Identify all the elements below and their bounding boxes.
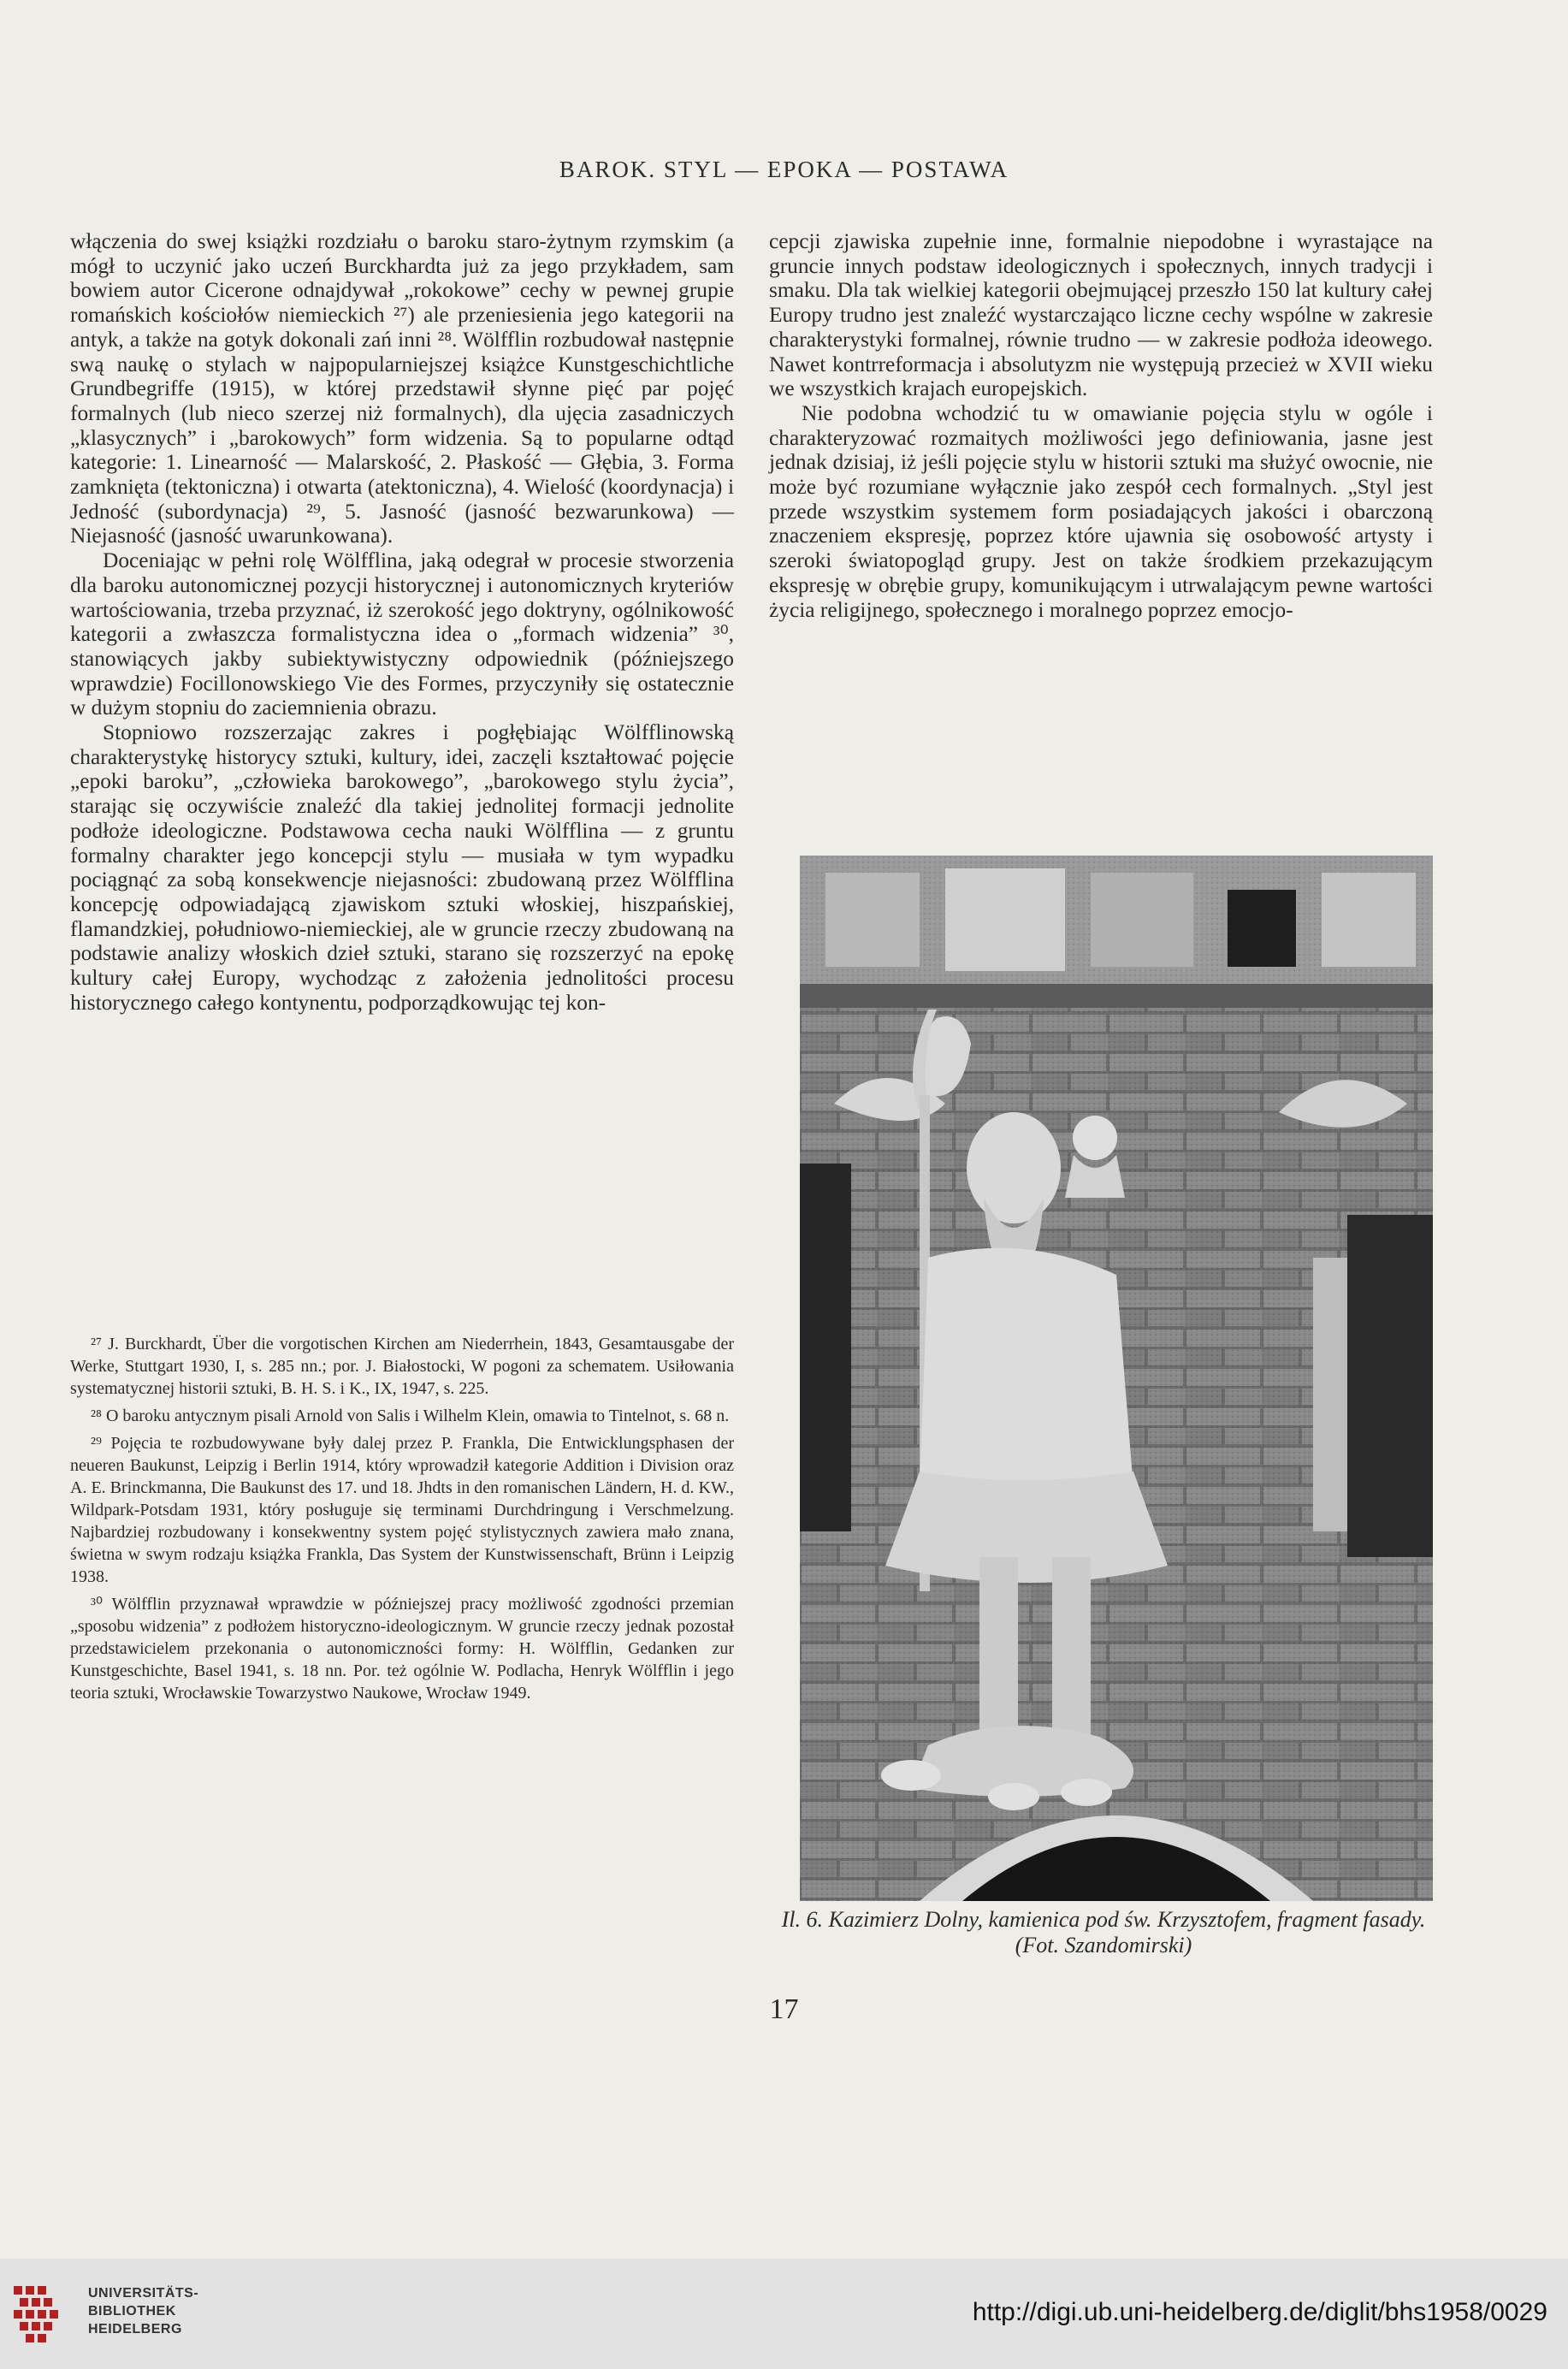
left-column — [70, 229, 734, 1016]
facade-photograph — [800, 856, 1433, 1901]
page-number: 17 — [769, 1993, 799, 2025]
digital-library-link[interactable]: http://digi.ub.uni-heidelberg.de/diglit/bhs1958/0029 — [972, 2298, 1547, 2326]
footnote: ³⁰ Wölfflin przyznawał wprawdzie w późniejszej pracy możliwość zgodności przemian „sposobu widzenia” z podłożem historyczno-ideologicznym. W gruncie rzeczy jednak pozostał przedstawicielem przekonania o autonomiczności formy: H. Wölfflin, Gedanken zur Kunstgeschichte, Basel 1941, s. 18 nn. Por. też ogólnie W. Podlacha, Henryk Wölfflin i jego teoria sztuki, Wrocławskie Towarzystwo Naukowe, Wrocław 1949. — [70, 1595, 734, 1703]
figure-caption: Il. 6. Kazimierz Dolny, kamienica pod św. Krzysztofem, fragment fasady. (Fot. Szandomirski) — [781, 1907, 1426, 1957]
right-column — [769, 229, 1433, 622]
footnote: ²⁸ O baroku antycznym pisali Arnold von Salis i Wilhelm Klein, omawia to Tintelnot, s. 68 n. — [91, 1407, 730, 1425]
paragraph: Doceniając w pełni rolę Wölfflina, jaką odegrał w procesie stworzenia dla baroku autonomicznej pozycji historycznej i autonomicznych kryteriów wartościowania, trzeba przyznać, iż szerokość jego doktryny, ogólnikowość kategorii a zwłaszcza formalistyczna idea o „formach widzenia” ³⁰, stanowiących jakby subiektywistyczny odpowiednik (późniejszego wprawdzie) Focillonowskiego Vie des Formes, przyczyniły się ostatecznie w dużym stopniu do zaciemnienia obrazu. — [70, 548, 734, 720]
library-name-line: UNIVERSITÄTS- — [88, 2286, 199, 2301]
library-name-line: BIBLIOTHEK — [88, 2304, 176, 2319]
library-name — [88, 2284, 198, 2338]
paragraph: cepcji zjawiska zupełnie inne, formalnie niepodobne i wyrastające na gruncie innych podstaw ideologicznych i społecznych, innych tradycji i smaku. Dla tak wielkiej kategorii obejmującej przeszło 150 lat kultury całej Europy trudno jest znaleźć wystarczająco liczne cechy wspólne w zakresie charakterystyki formalnej, równie trudno — w zakresie podłoża ideowego. Nawet kontrreformacja i absolutyzm nie występują przecież w XVII wieku we wszystkich krajach europejskich. — [769, 229, 1433, 401]
footnotes — [70, 1333, 734, 1709]
library-name-line: HEIDELBERG — [88, 2322, 182, 2336]
university-library-logo — [7, 2281, 84, 2349]
paragraph: Stopniowo rozszerzając zakres i pogłębiając Wölfflinowską charakterystykę historycy sztuki, kultury, idei, zaczęli kształtować pojęcie „epoki baroku”, „człowieka barokowego”, „barokowego stylu życia”, starając się oczywiście znaleźć dla takiej jednolitej formacji jednolite podłoże ideologiczne. Podstawowa cecha nauki Wölfflina — z gruntu formalny charakter jego koncepcji stylu — musiała w tym wypadku pociągnąć za sobą konsekwencje niejasności: zbudowaną przez Wölfflina koncepcję odpowiadającą zjawiskom sztuki włoskiej, hiszpańskiej, flamandzkiej, południowo-niemieckiej, ale w gruncie rzeczy zbudowaną na podstawie analizy włoskich dzieł sztuki, starano się rozszerzyć na epokę kultury całej Europy, wychodząc z założenia jednolitości procesu historycznego całego kontynentu, podporządkowując tej kon- — [70, 720, 734, 1015]
footnote: ²⁷ J. Burckhardt, Über die vorgotischen Kirchen am Niederrhein, 1843, Gesamtausgabe der Werke, Stuttgart 1930, I, s. 285 nn.; por. J. Białostocki, W pogoni za schematem. Usiłowania systematycznej historii sztuki, B. H. S. i K., IX, 1947, s. 225. — [70, 1335, 734, 1398]
running-head: BAROK. STYL — EPOKA — POSTAWA — [559, 157, 1009, 182]
footnote: ²⁹ Pojęcia te rozbudowywane były dalej przez P. Frankla, Die Entwicklungsphasen der neueren Baukunst, Leipzig i Berlin 1914, który wprowadził kategorie Addition i Division oraz A. E. Brinckmanna, Die Baukunst des 17. und 18. Jhdts in den romanischen Ländern, H. d. KW., Wildpark-Potsdam 1931, który posługuje się terminami Durchdringung i Verschmelzung. Najbardziej rozbudowany i konsekwentny system pojęć stylistycznych zawiera mało znana, świetna w swym rodzaju książka Frankla, Das System der Kunstwissenschaft, Brünn i Leipzig 1938. — [70, 1434, 734, 1586]
paragraph: włączenia do swej książki rozdziału o baroku staro-żytnym rzymskim (a mógł to uczynić jako uczeń Burckhardta już za jego przykładem, sam bowiem autor Cicerone odnajdywał „rokokowe” cechy w pewnej grupie romańskich kościołów niemieckich ²⁷) ale przeniesienia jego kategorii na antyk, a także na gotyk dokonali zań inni ²⁸. Wölfflin rozbudował następnie swą naukę o stylach w najpopularniejszej książce Kunstgeschichtliche Grundbegriffe (1915), w której przedstawił słynne pięć par pojęć formalnych (lub nieco szerzej niż formalnych), dla ujęcia zasadniczych „klasycznych” i „barokowych” form widzenia. Są to popularne odtąd kategorie: 1. Linearność — Malarskość, 2. Płaskość — Głębia, 3. Forma zamknięta (tektoniczna) i otwarta (atektoniczna), 4. Wielość (koordynacja) i Jedność (subordynacja) ²⁹, 5. Jasność (jasność bezwarunkowa) — Niejasność (jasność uwarunkowana). — [70, 229, 734, 548]
paragraph: Nie podobna wchodzić tu w omawianie pojęcia stylu w ogóle i charakteryzować rozmaitych możliwości jego definiowania, jasne jest jednak dzisiaj, iż jeśli pojęcie stylu w historii sztuki ma służyć owocnie, nie może być rozumiane wyłącznie jako zespół cech formalnych. „Styl jest przede wszystkim systemem form posiadających jakości i obarczoną znaczeniem ekspresję, poprzez które ujawnia się osobowość artysty i szeroki światopogląd grupy. Jest on także środkiem przekazującym ekspresję w obrębie grupy, komunikującym i utrwalającym pewne wartości życia religijnego, społecznego i moralnego poprzez emocjo- — [769, 400, 1433, 622]
